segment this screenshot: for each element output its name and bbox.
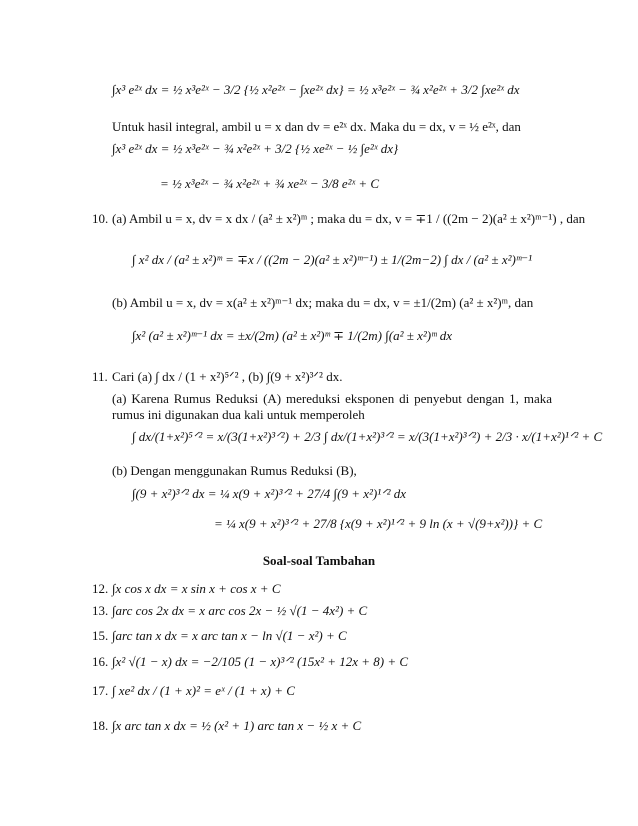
equation-top-2a: ∫x³ e²ˣ dx = ½ x³e²ˣ − ¾ x²e²ˣ + 3/2 {½ xe²ˣ − ½ ∫e²ˣ dx}: [112, 141, 399, 156]
text-untuk-hasil: Untuk hasil integral, ambil u = x dan dv = e²ˣ dx. Maka du = dx, v = ½ e²ˣ, dan: [112, 119, 521, 134]
problem-10a-statement: (a) Ambil u = x, dv = x dx / (a² ± x²)ᵐ ; maka du = dx, v = ∓1 / ((2m − 2)(a² ± x²)ᵐ⁻¹) , dan: [112, 211, 586, 226]
problem-11b-equation-1: ∫(9 + x²)³ᐟ² dx = ¼ x(9 + x²)³ᐟ² + 27/4 ∫(9 + x²)¹ᐟ² dx: [132, 486, 407, 501]
extra-problem-number: 16.: [92, 654, 109, 669]
extra-problem-formula: ∫arc cos 2x dx = x arc cos 2x − ½ √(1 − 4x²) + C: [112, 603, 368, 618]
equation-top-2b: = ½ x³e²ˣ − ¾ x²e²ˣ + ¾ xe²ˣ − 3/8 e²ˣ + C: [160, 176, 380, 191]
extra-problem-number: 17.: [92, 683, 109, 698]
problem-11b-equation-2: = ¼ x(9 + x²)³ᐟ² + 27/8 {x(9 + x²)¹ᐟ² + 9 ln (x + √(9+x²))} + C: [214, 516, 543, 531]
problem-10a-equation: ∫ x² dx / (a² ± x²)ᵐ = ∓x / ((2m − 2)(a² ± x²)ᵐ⁻¹) ± 1/(2m−2) ∫ dx / (a² ± x²)ᵐ⁻¹: [132, 252, 532, 267]
problem-number-11: 11.: [92, 369, 108, 384]
extra-problem-number: 15.: [92, 628, 109, 643]
extra-problem-formula: ∫x cos x dx = x sin x + cos x + C: [112, 581, 281, 596]
problem-10b-statement: (b) Ambil u = x, dv = x(a² ± x²)ᵐ⁻¹ dx; maka du = dx, v = ±1/(2m) (a² ± x²)ᵐ, dan: [112, 295, 534, 310]
extra-problem-formula: ∫ xe² dx / (1 + x)² = eˣ / (1 + x) + C: [112, 683, 295, 698]
extra-problem-number: 18.: [92, 718, 109, 733]
extra-problem-formula: ∫x arc tan x dx = ½ (x² + 1) arc tan x − ½ x + C: [112, 718, 362, 733]
extra-problem-formula: ∫x² √(1 − x) dx = −2/105 (1 − x)³ᐟ² (15x² + 12x + 8) + C: [112, 654, 409, 669]
problem-11-question: Cari (a) ∫ dx / (1 + x²)⁵ᐟ² , (b) ∫(9 + x²)³ᐟ² dx.: [112, 369, 343, 384]
equation-top-1: ∫x³ e²ˣ dx = ½ x³e²ˣ − 3/2 {½ x²e²ˣ − ∫xe²ˣ dx} = ½ x³e²ˣ − ¾ x²e²ˣ + 3/2 ∫xe²ˣ dx: [112, 82, 520, 97]
problem-10b-equation: ∫x² (a² ± x²)ᵐ⁻¹ dx = ±x/(2m) (a² ± x²)ᵐ ∓ 1/(2m) ∫(a² ± x²)ᵐ dx: [132, 328, 453, 343]
problem-11b-text: (b) Dengan menggunakan Rumus Reduksi (B),: [112, 463, 357, 478]
problem-number-10: 10.: [92, 211, 109, 226]
extra-problem-number: 12.: [92, 581, 109, 596]
problem-11a-text: (a) Karena Rumus Reduksi (A) mereduksi eksponen di penyebut dengan 1, maka rumus ini digunakan dua kali untuk memperoleh: [112, 391, 552, 422]
problem-11a-equation: ∫ dx/(1+x²)⁵ᐟ² = x/(3(1+x²)³ᐟ²) + 2/3 ∫ dx/(1+x²)³ᐟ² = x/(3(1+x²)³ᐟ²) + 2/3 · x/(1+x²)¹ᐟ² + C: [132, 429, 603, 444]
extra-problem-number: 13.: [92, 603, 109, 618]
extra-problem-formula: ∫arc tan x dx = x arc tan x − ln √(1 − x²) + C: [112, 628, 347, 643]
section-title: Soal-soal Tambahan: [262, 553, 376, 568]
